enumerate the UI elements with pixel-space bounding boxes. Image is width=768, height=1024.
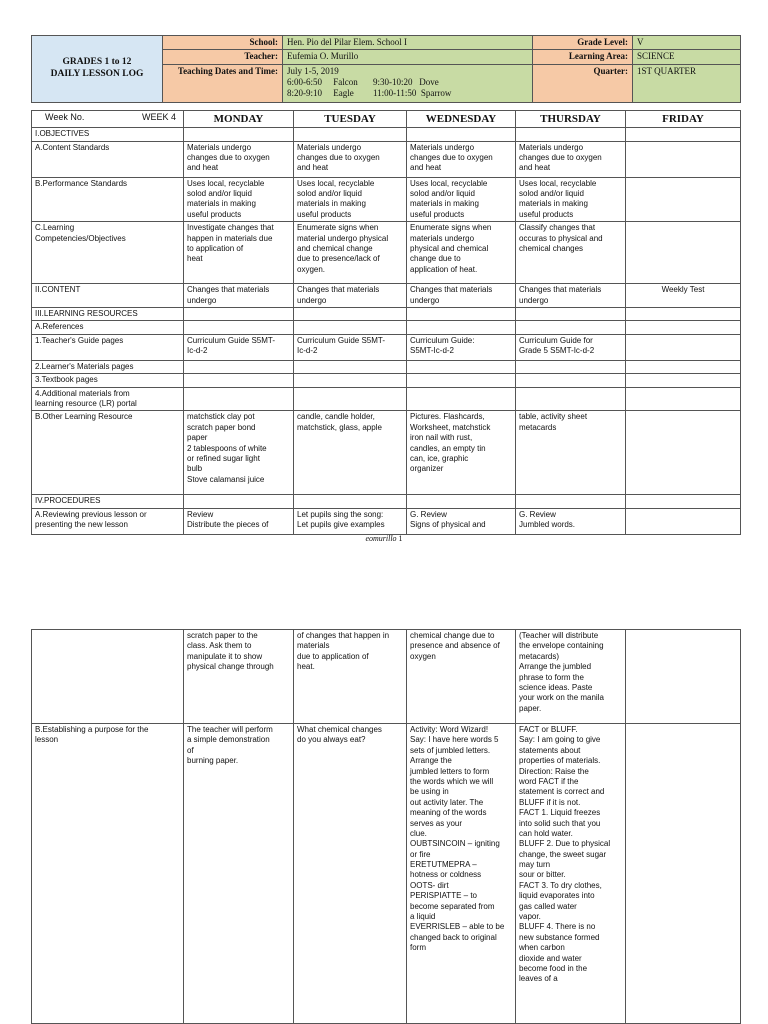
table-row — [32, 128, 741, 141]
row-label: I.OBJECTIVES — [32, 128, 184, 141]
table-row — [32, 387, 741, 411]
row-cell-friday — [626, 334, 741, 360]
row-cell-tuesday — [294, 360, 407, 373]
row-cell-friday: Weekly Test — [626, 284, 741, 308]
row-label: B.Establishing a purpose for the lesson — [32, 724, 184, 1024]
dates-cell — [283, 64, 533, 102]
row-cell-wednesday: Activity: Word Wizard! Say: I have here words 5 sets of jumbled letters. Arrange the jumbled letters to form the words which we will be using in out activity later. The meaning of the words serves as your clue. OUBTSINCOIN – igniting or fire ERETUTMEPRA – hotness or coldness OOTS- dirt PERISPIATTE – to become separated from a liquid EVERRISLEB – able to be changed back to original form — [407, 724, 516, 1024]
row-label: A.Content Standards — [32, 141, 184, 177]
row-cell-monday: Changes that materials undergo — [184, 284, 294, 308]
page-number: 1 — [398, 534, 403, 543]
row-label: 1.Teacher's Guide pages — [32, 334, 184, 360]
row-cell-wednesday: Changes that materials undergo — [407, 284, 516, 308]
row-label: B.Performance Standards — [32, 177, 184, 222]
row-cell-monday: Materials undergo changes due to oxygen and heat — [184, 141, 294, 177]
table-row — [32, 724, 741, 1024]
row-cell-thursday — [516, 360, 626, 373]
week-label: Week No. — [45, 112, 85, 122]
row-cell-wednesday: Uses local, recyclable solod and/or liquid materials in making useful products — [407, 177, 516, 222]
lesson-log-table — [31, 110, 741, 535]
continuation-table — [31, 629, 741, 1024]
row-cell-friday — [626, 308, 741, 321]
row-cell-monday — [184, 308, 294, 321]
row-cell-tuesday: Let pupils sing the song: Let pupils give examples — [294, 508, 407, 534]
row-cell-friday — [626, 724, 741, 1024]
row-cell-monday — [184, 387, 294, 411]
row-label: C.Learning Competencies/Objectives — [32, 222, 184, 284]
row-label: 2.Learner's Materials pages — [32, 360, 184, 373]
row-cell-monday — [184, 321, 294, 334]
row-label — [32, 630, 184, 724]
row-cell-monday: Uses local, recyclable solod and/or liquid materials in making useful products — [184, 177, 294, 222]
row-cell-monday: Review Distribute the pieces of — [184, 508, 294, 534]
row-cell-tuesday: of changes that happen in materials due to application of heat. — [294, 630, 407, 724]
row-cell-tuesday: What chemical changes do you always eat? — [294, 724, 407, 1024]
row-cell-friday — [626, 411, 741, 495]
row-cell-thursday — [516, 374, 626, 387]
day-header-thursday: THURSDAY — [516, 111, 626, 128]
dates-value: July 1-5, 2019 — [287, 65, 339, 76]
row-cell-tuesday — [294, 321, 407, 334]
week-value: WEEK 4 — [141, 112, 176, 122]
time-slot-2: 9:30-10:20 Dove — [373, 76, 439, 87]
row-cell-tuesday: Changes that materials undergo — [294, 284, 407, 308]
header-table — [31, 35, 741, 103]
table-row — [32, 334, 741, 360]
row-cell-friday — [626, 128, 741, 141]
row-cell-wednesday — [407, 321, 516, 334]
table-row — [32, 321, 741, 334]
quarter-value: 1ST QUARTER — [633, 64, 741, 102]
row-cell-thursday — [516, 387, 626, 411]
row-cell-friday — [626, 141, 741, 177]
quarter-label: Quarter: — [533, 64, 633, 102]
table-row — [32, 411, 741, 495]
dates-label: Teaching Dates and Time: — [163, 64, 283, 102]
row-cell-monday: The teacher will perform a simple demonstration of burning paper. — [184, 724, 294, 1024]
day-header-tuesday: TUESDAY — [294, 111, 407, 128]
row-cell-friday — [626, 630, 741, 724]
row-cell-wednesday: Materials undergo changes due to oxygen and heat — [407, 141, 516, 177]
table-row — [32, 630, 741, 724]
row-cell-tuesday — [294, 374, 407, 387]
row-label: III.LEARNING RESOURCES — [32, 308, 184, 321]
row-cell-thursday: Classify changes that occuras to physical and chemical changes — [516, 222, 626, 284]
grade-label: Grade Level: — [533, 36, 633, 50]
row-cell-tuesday: Uses local, recyclable solod and/or liquid materials in making useful products — [294, 177, 407, 222]
page-footer — [0, 534, 768, 543]
row-label: II.CONTENT — [32, 284, 184, 308]
teacher-value: Eufemia O. Murillo — [283, 50, 533, 64]
day-header-monday: MONDAY — [184, 111, 294, 128]
row-cell-wednesday — [407, 308, 516, 321]
row-cell-friday — [626, 360, 741, 373]
row-cell-monday — [184, 128, 294, 141]
row-cell-friday — [626, 387, 741, 411]
row-cell-thursday: FACT or BLUFF. Say: I am going to give statements about properties of materials. Direction: Raise the word FACT if the statement is correct and BLUFF if it is not. FACT 1. Liquid freezes into solid such that you can hold water. BLUFF 2. Due to physical change, the sweet sugar may turn sour or bitter. FACT 3. To dry clothes, liquid evaporates into gas called water vapor. BLUFF 4. There is no new substance formed when carbon dioxide and water become food in the leaves of a — [516, 724, 626, 1024]
row-cell-thursday: Uses local, recyclable solod and/or liquid materials in making useful products — [516, 177, 626, 222]
week-cell — [32, 111, 184, 128]
row-label: 3.Textbook pages — [32, 374, 184, 387]
row-label: B.Other Learning Resource — [32, 411, 184, 495]
row-cell-tuesday — [294, 128, 407, 141]
row-cell-thursday: Materials undergo changes due to oxygen and heat — [516, 141, 626, 177]
table-row — [32, 308, 741, 321]
row-cell-thursday: Curriculum Guide for Grade 5 S5MT-Ic-d-2 — [516, 334, 626, 360]
row-cell-wednesday — [407, 128, 516, 141]
grade-value: V — [633, 36, 741, 50]
dll-title — [32, 36, 163, 103]
table-row — [32, 141, 741, 177]
table-row — [32, 495, 741, 508]
row-label: A.References — [32, 321, 184, 334]
time-slot-1: 6:00-6:50 Falcon — [287, 76, 358, 87]
row-cell-monday: Investigate changes that happen in materials due to application of heat — [184, 222, 294, 284]
row-cell-monday — [184, 360, 294, 373]
row-cell-thursday — [516, 308, 626, 321]
row-cell-wednesday — [407, 374, 516, 387]
row-cell-monday — [184, 374, 294, 387]
school-value: Hen. Pio del Pilar Elem. School I — [283, 36, 533, 50]
time-slot-4: 11:00-11:50 Sparrow — [373, 88, 452, 98]
row-cell-wednesday: Enumerate signs when materials undergo physical and chemical change due to application of heat. — [407, 222, 516, 284]
area-label: Learning Area: — [533, 50, 633, 64]
title-line-2: DAILY LESSON LOG — [50, 68, 144, 79]
row-cell-thursday — [516, 495, 626, 508]
footer-signature: eomurillo — [365, 534, 397, 543]
day-header-friday: FRIDAY — [626, 111, 741, 128]
row-cell-friday — [626, 177, 741, 222]
row-cell-wednesday: Curriculum Guide: S5MT-Ic-d-2 — [407, 334, 516, 360]
row-cell-thursday: (Teacher will distribute the envelope containing metacards) Arrange the jumbled phrase to form the science ideas. Paste your work on the manila paper. — [516, 630, 626, 724]
row-cell-thursday: table, activity sheet metacards — [516, 411, 626, 495]
row-cell-tuesday: Materials undergo changes due to oxygen and heat — [294, 141, 407, 177]
table-row — [32, 508, 741, 534]
row-label: IV.PROCEDURES — [32, 495, 184, 508]
row-cell-tuesday — [294, 387, 407, 411]
row-cell-thursday: Changes that materials undergo — [516, 284, 626, 308]
row-cell-tuesday: candle, candle holder, matchstick, glass, apple — [294, 411, 407, 495]
table-row — [32, 374, 741, 387]
row-cell-tuesday — [294, 495, 407, 508]
row-cell-wednesday: chemical change due to presence and absence of oxygen — [407, 630, 516, 724]
row-cell-thursday: G. Review Jumbled words. — [516, 508, 626, 534]
table-row — [32, 177, 741, 222]
table-row — [32, 284, 741, 308]
row-cell-monday: Curriculum Guide S5MT- Ic-d-2 — [184, 334, 294, 360]
row-cell-friday — [626, 222, 741, 284]
title-line-1: GRADES 1 to 12 — [62, 56, 132, 67]
row-cell-friday — [626, 374, 741, 387]
table-row — [32, 222, 741, 284]
table-row — [32, 360, 741, 373]
row-cell-tuesday: Enumerate signs when material undergo physical and chemical change due to presence/lack of oxygen. — [294, 222, 407, 284]
row-cell-wednesday — [407, 360, 516, 373]
school-label: School: — [163, 36, 283, 50]
row-cell-friday — [626, 495, 741, 508]
time-slot-3: 8:20-9:10 Eagle — [287, 88, 354, 98]
area-value: SCIENCE — [633, 50, 741, 64]
day-header-wednesday: WEDNESDAY — [407, 111, 516, 128]
teacher-label: Teacher: — [163, 50, 283, 64]
row-cell-wednesday: G. Review Signs of physical and — [407, 508, 516, 534]
row-cell-tuesday: Curriculum Guide S5MT- Ic-d-2 — [294, 334, 407, 360]
row-cell-wednesday — [407, 495, 516, 508]
row-cell-friday — [626, 508, 741, 534]
row-label: 4.Additional materials from learning resource (LR) portal — [32, 387, 184, 411]
row-label: A.Reviewing previous lesson or presenting the new lesson — [32, 508, 184, 534]
row-cell-wednesday: Pictures. Flashcards, Worksheet, matchstick iron nail with rust, candles, an empty tin can, ice, graphic organizer — [407, 411, 516, 495]
row-cell-wednesday — [407, 387, 516, 411]
row-cell-friday — [626, 321, 741, 334]
row-cell-monday — [184, 495, 294, 508]
row-cell-thursday — [516, 321, 626, 334]
row-cell-tuesday — [294, 308, 407, 321]
row-cell-monday: scratch paper to the class. Ask them to manipulate it to show physical change through — [184, 630, 294, 724]
row-cell-monday: matchstick clay pot scratch paper bond paper 2 tablespoons of white or refined sugar light bulb Stove calamansi juice — [184, 411, 294, 495]
row-cell-thursday — [516, 128, 626, 141]
